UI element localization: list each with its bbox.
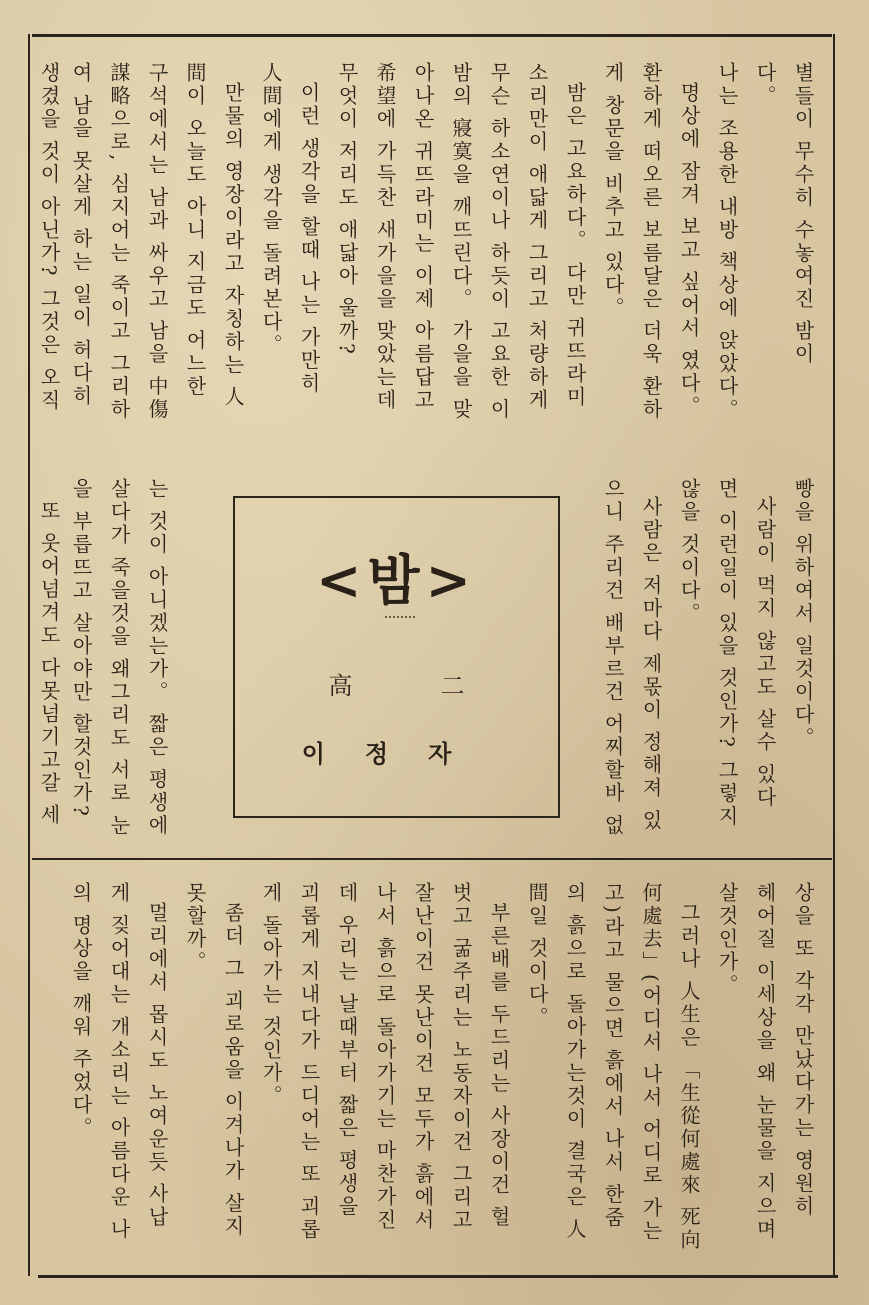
text-column: 좀더 그 괴로움을 이겨나가 살지 <box>221 902 245 1239</box>
text-column: 헤어질 이세상을 왜 눈물을 지으며 <box>753 882 777 1242</box>
text-column: 만물의 영장이라고 자칭하는 人 <box>221 82 245 410</box>
school-grade <box>235 666 558 701</box>
left-rule <box>28 34 30 1276</box>
text-column: 명상에 잠겨 보고 싶어서 였다。 <box>677 82 701 419</box>
text-column: 間이 오늘도 아니 지금도 어느한 <box>183 62 207 399</box>
text-column: 謀略으로, 심지어는 죽이고 그리하 <box>107 62 131 422</box>
title-box <box>233 496 560 818</box>
text-column: 잘난이건 못난이건 모두가 흙에서 <box>411 882 435 1233</box>
bottom-rule <box>38 1275 838 1278</box>
title-dots <box>385 616 415 618</box>
text-column: 괴롭게 지내다가 드디어는 또 괴롭 <box>297 882 321 1242</box>
author-name: 이정자 <box>301 739 492 768</box>
school-grade-left: 高 <box>328 672 353 700</box>
text-column: 빵을 위하여서 일것이다。 <box>791 478 815 750</box>
text-column: 希望에 가득찬 새가을을 맞았는데 <box>373 62 397 413</box>
text-column: 부른배를 두드리는 사장이건 헐 <box>487 902 511 1230</box>
text-column: 다。 <box>753 62 777 108</box>
text-column: 이런 생각을 할때 나는 가만히 <box>297 82 321 396</box>
text-column: 별들이 무수히 수놓여진 밤이 <box>791 62 815 367</box>
school-grade-right: 二 <box>440 672 465 700</box>
text-column: 데 우리는 날때부터 짧은 평생을 <box>335 882 359 1219</box>
text-column: 아나온 귀뜨라미는 이제 아름답고 <box>411 62 435 413</box>
text-column: 게 창문을 비추고 있다。 <box>601 62 625 321</box>
text-column: 그러나 人生은 「生從何處來 死向 <box>677 902 701 1253</box>
text-column: 나는 조용한 내방 책상에 앉았다。 <box>715 62 739 422</box>
text-column: 게 짖어대는 개소리는 아름다운 나 <box>107 882 131 1242</box>
text-column: 살것인가。 <box>715 882 739 997</box>
top-rule <box>32 34 832 37</box>
text-column: 何處去」(어디서 나서 어디로 가는 <box>639 882 663 1243</box>
right-rule <box>833 34 835 1276</box>
text-column: 구석에서는 남과 싸우고 남을 中傷 <box>145 62 169 422</box>
text-column: 의 흙으로 돌아가는것이 결국은 人 <box>563 882 587 1242</box>
text-column: 人間에게 생각을 돌려본다。 <box>259 62 283 357</box>
text-column: 않을 것이다。 <box>677 478 701 626</box>
article-title: <밤> <box>316 548 477 612</box>
text-column: 못할까。 <box>183 882 207 974</box>
text-column: 소리만이 애닯게 그리고 처량하게 <box>525 62 549 413</box>
text-column: 살다가 죽을것을 왜그리도 서로 눈 <box>107 478 131 838</box>
text-column: 환하게 떠오른 보름달은 더욱 환하 <box>639 62 663 422</box>
text-column: 벗고 굶주리는 노동자이건 그리고 <box>449 882 473 1233</box>
text-column: 밤의 寢寞을 깨뜨린다。 가을을 맞 <box>449 62 473 422</box>
middle-rule <box>32 858 832 860</box>
text-column: 을 부릅뜨고 살아야만 할것인가? <box>69 478 93 819</box>
text-column: 무엇이 저리도 애닯아 울까? <box>335 62 359 357</box>
text-column: 으니 주리건 배부르건 어찌할바 없 <box>601 478 625 838</box>
text-column: 게 돌아가는 것인가。 <box>259 882 283 1108</box>
text-column: 여 남을 못살게 하는 일이 허다히 <box>69 62 93 408</box>
text-column: 나서 흙으로 돌아가기는 마찬가진 <box>373 882 397 1233</box>
text-column: 사람이 먹지 않고도 살수 있다 <box>753 496 777 810</box>
text-column: 무슨 하소연이나 하듯이 고요한 이 <box>487 62 511 422</box>
text-column: 멀리에서 몹시도 노여운듯 사납 <box>145 902 169 1230</box>
text-column: 상을 또 각각 만났다가는 영원히 <box>791 882 815 1219</box>
text-column: 는 것이 아니겠는가。 짧은 평생에 <box>145 478 169 838</box>
text-column: 사람은 저마다 제몫이 정해져 있 <box>639 496 663 833</box>
text-column: 또 웃어넘겨도 다못넘기고갈 세 <box>37 500 61 828</box>
text-column: 고)라고 물으면 흙에서 나서 한줌 <box>601 882 625 1230</box>
text-column: 밤은 고요하다。 다만 귀뜨라미 <box>563 82 587 410</box>
text-column: 면 이런일이 있을 것인가? 그렇지 <box>715 478 739 829</box>
text-column: 생겼을 것이 아닌가? 그것은 오직 <box>37 62 61 413</box>
text-column: 間일 것이다。 <box>525 882 549 1030</box>
text-column: 의 명상을 깨워 주었다。 <box>69 882 93 1141</box>
